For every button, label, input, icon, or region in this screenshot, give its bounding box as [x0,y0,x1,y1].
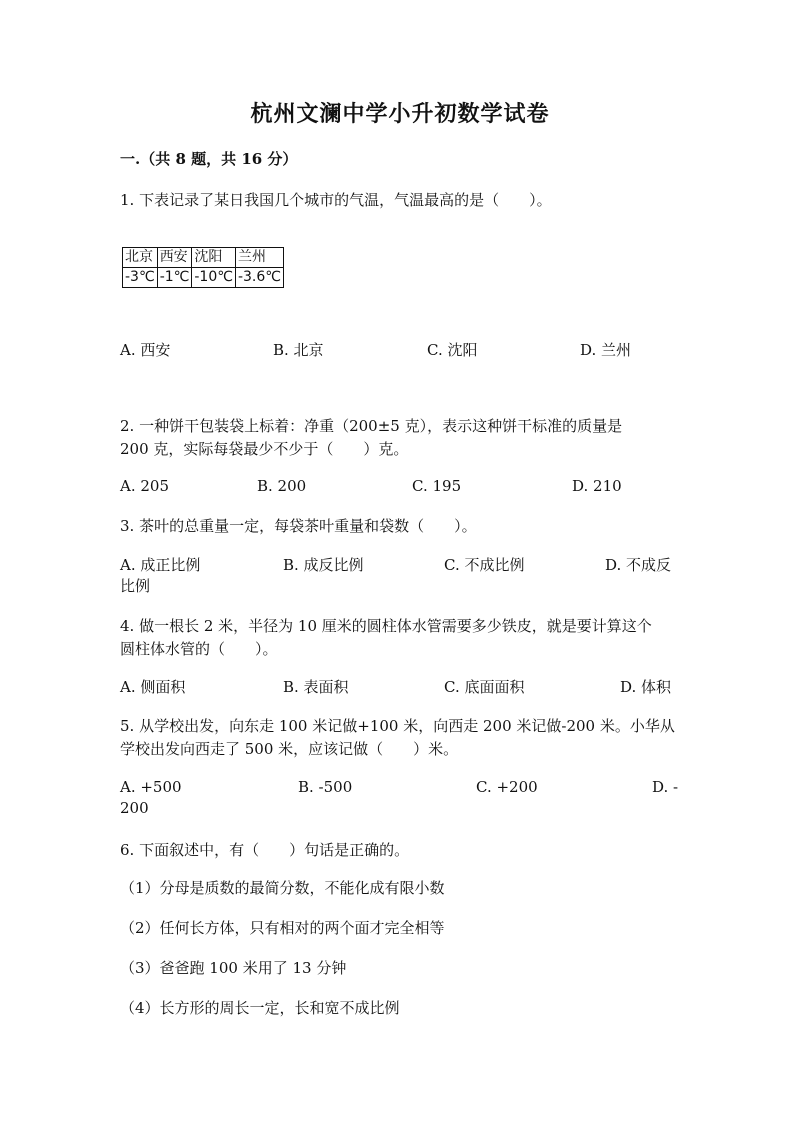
q3-option-b[interactable]: B. 成反比例 [283,556,364,574]
q1-option-b[interactable]: B. 北京 [273,341,324,359]
temperature-table [122,247,284,288]
table-cell: 西安 [157,248,192,268]
question-1-stem: 1. 下表记录了某日我国几个城市的气温，气温最高的是（ ）。 [120,191,552,209]
q4-option-d[interactable]: D. 体积 [620,678,672,696]
q5-option-b[interactable]: B. -500 [298,778,353,796]
table-row [123,248,284,268]
q3-option-d[interactable]: D. 不成反 [605,556,672,574]
q5-option-d[interactable]: D. - [652,778,679,796]
q6-statement-4: （4）长方形的周长一定，长和宽不成比例 [120,999,400,1017]
q4-option-b[interactable]: B. 表面积 [283,678,349,696]
q2-option-a[interactable]: A. 205 [120,477,169,495]
q1-option-d[interactable]: D. 兰州 [580,341,632,359]
q6-statement-3: （3）爸爸跑 100 米用了 13 分钟 [120,959,347,977]
q3-option-c[interactable]: C. 不成比例 [444,556,525,574]
table-cell: -3.6℃ [235,268,283,288]
q4-option-c[interactable]: C. 底面面积 [444,678,525,696]
table-row [123,268,284,288]
q3-option-d-wrap: 比例 [120,577,151,595]
table-cell: -3℃ [123,268,158,288]
q3-option-a[interactable]: A. 成正比例 [120,556,201,574]
q6-statement-2: （2）任何长方体，只有相对的两个面才完全相等 [120,919,445,937]
q6-statement-1: （1）分母是质数的最简分数，不能化成有限小数 [120,879,445,897]
table-cell: 北京 [123,248,158,268]
question-5-line-1: 5. 从学校出发，向东走 100 米记做+100 米，向西走 200 米记做-200 米。小华从 [120,717,675,735]
q1-option-a[interactable]: A. 西安 [120,341,171,359]
q5-option-a[interactable]: A. +500 [120,778,182,796]
q4-option-a[interactable]: A. 侧面积 [120,678,186,696]
question-4-line-2: 圆柱体水管的（ ）。 [120,640,278,658]
question-5-line-2: 学校出发向西走了 500 米，应该记做（ ）米。 [120,740,459,758]
question-2-line-1: 2. 一种饼干包装袋上标着：净重（200±5 克），表示这种饼干标准的质量是 [120,417,623,435]
q5-option-c[interactable]: C. +200 [476,778,538,796]
q2-option-d[interactable]: D. 210 [572,477,622,495]
q2-option-b[interactable]: B. 200 [257,477,307,495]
table-cell: -1℃ [157,268,192,288]
q1-option-c[interactable]: C. 沈阳 [427,341,478,359]
question-4-line-1: 4. 做一根长 2 米，半径为 10 厘米的圆柱体水管需要多少铁皮，就是要计算这个 [120,617,652,635]
question-2-line-2: 200 克，实际每袋最少不少于（ ）克。 [120,440,409,458]
table-cell: 沈阳 [192,248,236,268]
section-heading: 一.（共 8 题，共 16 分） [120,150,298,168]
question-6-stem: 6. 下面叙述中，有（ ）句话是正确的。 [120,841,410,859]
table-cell: 兰州 [235,248,283,268]
q2-option-c[interactable]: C. 195 [412,477,462,495]
question-3-stem: 3. 茶叶的总重量一定，每袋茶叶重量和袋数（ ）。 [120,517,477,535]
page-title: 杭州文澜中学小升初数学试卷 [250,101,550,127]
q5-option-d-wrap: 200 [120,799,149,817]
table-cell: -10℃ [192,268,236,288]
